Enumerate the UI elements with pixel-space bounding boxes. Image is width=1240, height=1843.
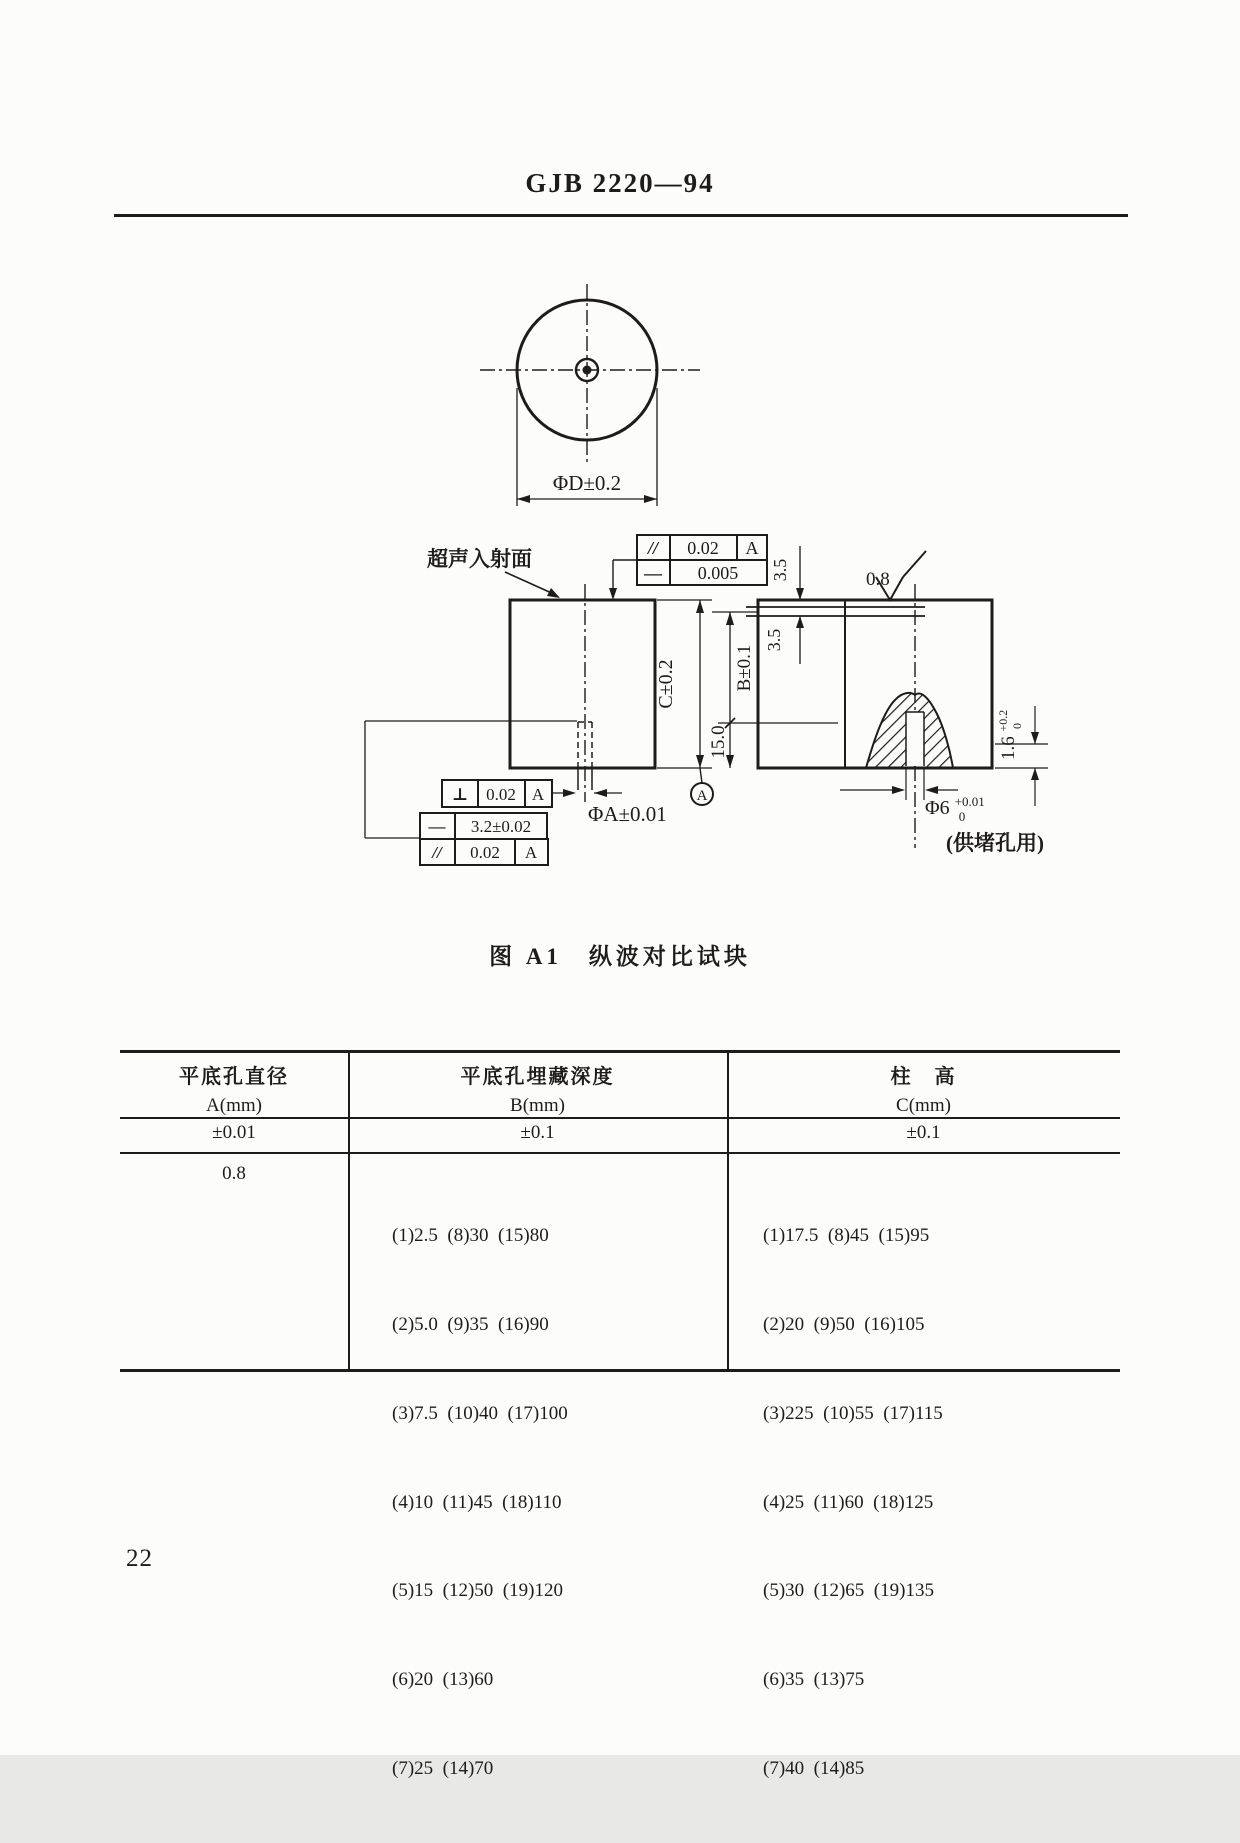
col-c-values (763, 1162, 943, 1843)
table-divider-tolerance (120, 1152, 1120, 1154)
col-c-tolerance: ±0.1 (906, 1122, 941, 1143)
roughness-value: 0.8 (866, 569, 890, 590)
dia-6-sub: 0 (958, 809, 966, 824)
datum-a (691, 768, 713, 805)
c-line: (3)225 (10)55 (17)115 (763, 1402, 943, 1424)
dim-b: B±0.1 (734, 644, 755, 692)
frame-top2-value: 0.005 (697, 563, 739, 583)
frame-mid-value: 3.2±0.02 (470, 817, 532, 836)
frame-top-leader (609, 560, 637, 600)
plug-hole-slot (906, 712, 924, 766)
frame-perp-symbol: ⊥ (451, 785, 469, 804)
frame-mid-symbol: — (428, 817, 446, 836)
plug-note: (供堵孔用) (946, 831, 1044, 855)
b-line: (4)10 (11)45 (18)110 (392, 1491, 562, 1513)
dim-35-lower: 3.5 (764, 628, 784, 652)
b-line: (3)7.5 (10)40 (17)100 (392, 1402, 568, 1424)
c-line: (6)35 (13)75 (763, 1669, 865, 1691)
c-line: (4)25 (11)60 (18)125 (763, 1491, 934, 1513)
col-b-title: 平底孔埋藏深度 (460, 1066, 615, 1088)
page-number: 22 (126, 1545, 153, 1572)
dim-dia-d: ΦD±0.2 (552, 471, 622, 495)
dimension-table (120, 1050, 1120, 1779)
dia-6-sup: +0.01 (954, 794, 985, 809)
table-divider-header (120, 1117, 1120, 1119)
col-a-unit: A(mm) (206, 1095, 262, 1116)
front-view-outline (510, 600, 655, 768)
dia-6-lines (840, 768, 958, 800)
table-border-top (120, 1050, 1120, 1053)
tolerance-frames-bottom (420, 780, 667, 865)
incident-surface-leader (505, 572, 560, 598)
dim-15: 15.0 (708, 725, 729, 759)
standard-number-header: GJB 2220—94 (525, 168, 715, 198)
c-line: (2)20 (9)50 (16)105 (763, 1313, 925, 1335)
col-b-unit: B(mm) (510, 1095, 565, 1116)
col-c-header (727, 1060, 1120, 1117)
b-line: (2)5.0 (9)35 (16)90 (392, 1313, 549, 1335)
frame-top1-value: 0.02 (687, 538, 719, 558)
incident-surface-label: 超声入射面 (427, 547, 532, 571)
col-a-title: 平底孔直径 (179, 1066, 289, 1088)
section-view (746, 546, 1048, 855)
col-a-value: 0.8 (222, 1163, 246, 1184)
dia-6-base: Φ6 (925, 797, 950, 819)
c-line: (7)40 (14)85 (763, 1757, 865, 1779)
frame-bot-value: 0.02 (470, 843, 500, 862)
dim-35-upper: 3.5 (770, 558, 790, 582)
col-b-header (348, 1060, 727, 1117)
b-line: (6)20 (13)60 (392, 1669, 494, 1691)
table-border-bottom (120, 1369, 1120, 1372)
dim-16-base: 1.6 (998, 736, 1019, 760)
frame-perp-datum: A (531, 785, 545, 804)
surface-band (746, 607, 925, 616)
dia-a-arrows (552, 789, 622, 797)
b-line: (1)2.5 (8)30 (15)80 (392, 1225, 549, 1247)
dim-16 (991, 705, 1024, 760)
frame-top1-symbol: // (647, 538, 659, 558)
col-b-values (392, 1162, 568, 1843)
col-c-unit: C(mm) (896, 1095, 951, 1116)
col-c-title: 柱 高 (890, 1066, 957, 1088)
tolerance-frames-top (609, 535, 767, 600)
dim-dia-6 (925, 789, 990, 824)
frame-top2-symbol: — (644, 563, 662, 583)
top-view (480, 284, 700, 506)
dim-16-sub: 0 (1010, 722, 1024, 729)
dim-16-sup: +0.2 (996, 709, 1010, 732)
col-a-header (120, 1060, 348, 1117)
dim-35-lines (796, 546, 804, 664)
figure-caption: 图 A1 纵波对比试块 (489, 944, 751, 969)
frame-bot-datum: A (524, 843, 538, 862)
c-line: (5)30 (12)65 (19)135 (763, 1580, 934, 1602)
c-line: (1)17.5 (8)45 (15)95 (763, 1225, 930, 1247)
dim-c: C±0.2 (655, 659, 677, 709)
frame-top1-datum: A (745, 538, 759, 558)
b-line: (7)25 (14)70 (392, 1757, 494, 1779)
dim-dia-a: ΦA±0.01 (588, 802, 667, 826)
col-b-tolerance: ±0.1 (520, 1122, 555, 1143)
col-a-tolerance: ±0.01 (212, 1122, 256, 1143)
b-line: (5)15 (12)50 (19)120 (392, 1580, 563, 1602)
frame-perp-value: 0.02 (486, 785, 516, 804)
frame-bot-symbol: // (432, 843, 442, 862)
datum-a-letter: A (696, 788, 708, 804)
